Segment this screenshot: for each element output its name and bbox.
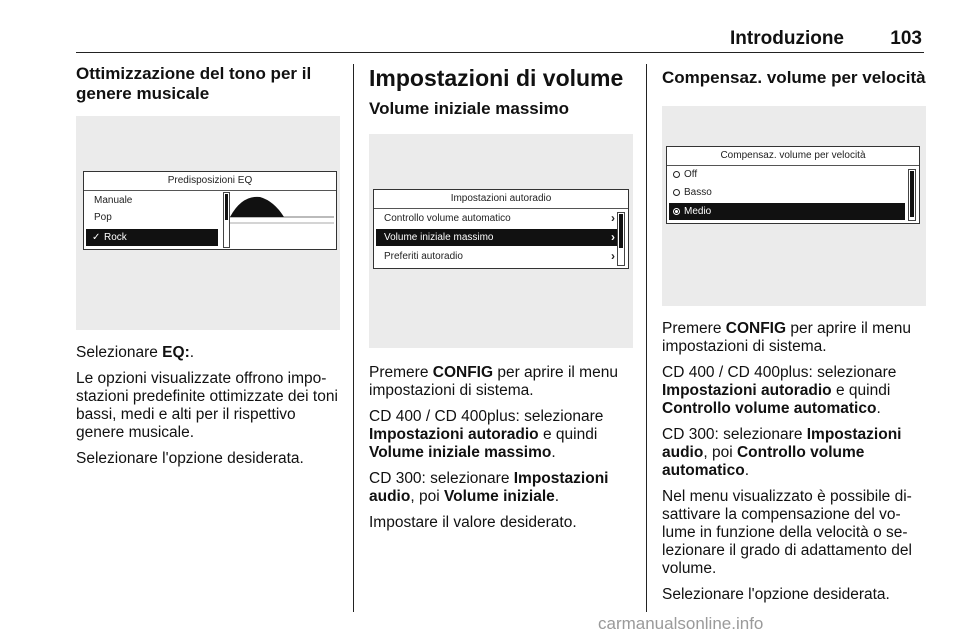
volume-paragraph-1: Premere CONFIG per aprire il menu impostazioni di sistema.: [369, 364, 618, 399]
eq-curve-icon: [230, 191, 334, 247]
page-header: [76, 26, 924, 53]
list-item: Controllo volume automatico ›: [384, 211, 615, 225]
volume-panel: [373, 189, 629, 269]
list-item: Manuale: [94, 195, 133, 206]
speed-volume-paragraph-5: Selezionare l'opzione desiderata.: [662, 586, 890, 603]
eq-screenshot: [76, 116, 340, 330]
speed-volume-paragraph-4: Nel menu visualizzato è possibile di- sattivare la compensazione del vo- lume in funzione della velocità o se- lezionare il grado di adattamento del volume.: [662, 488, 912, 577]
column-volume: [369, 64, 633, 540]
list-item: Basso: [669, 184, 905, 201]
chevron-right-icon: ›: [611, 211, 615, 225]
column-divider: [353, 64, 354, 612]
list-item: Pop: [94, 212, 112, 223]
speed-volume-screenshot: [662, 106, 926, 306]
speed-volume-paragraph-1: Premere CONFIG per aprire il menu impostazioni di sistema.: [662, 320, 911, 355]
volume-paragraph-3: CD 300: selezionare Impostazioni audio, poi Volume iniziale.: [369, 470, 609, 505]
list-item-selected: ✓ Rock: [86, 229, 218, 246]
volume-title: Impostazioni di volume: [369, 65, 624, 91]
speed-volume-panel: [666, 146, 920, 224]
eq-paragraph-2: Le opzioni visualizzate offrono impo- stazioni predefinite ottimizzate dei toni bassi, medi e alti per il rispettivo genere musicale.: [76, 370, 338, 441]
radio-icon: [673, 189, 680, 196]
eq-panel: [83, 171, 337, 250]
speed-volume-panel-title: Compensaz. volume per velocità: [667, 147, 919, 166]
list-item-selected: Medio: [669, 203, 905, 220]
scrollbar: [223, 192, 230, 248]
eq-heading: Ottimizzazione del tono per il genere musicale: [76, 64, 312, 103]
list-item: Off: [669, 166, 905, 183]
chevron-right-icon: ›: [611, 249, 615, 263]
eq-panel-title: Predisposizioni EQ: [84, 172, 336, 191]
speed-volume-paragraph-2: CD 400 / CD 400plus: selezionare Impostazioni autoradio e quindi Controllo volume automatico.: [662, 364, 897, 417]
volume-paragraph-4: Impostare il valore desiderato.: [369, 514, 577, 531]
check-icon: ✓: [92, 232, 101, 243]
column-eq: [76, 64, 340, 476]
scrollbar: [617, 212, 625, 266]
list-item-selected: Volume iniziale massimo ›: [376, 229, 620, 246]
volume-paragraph-2: CD 400 / CD 400plus: selezionare Impostazioni autoradio e quindi Volume iniziale massimo.: [369, 408, 604, 461]
section-title: Introduzione: [730, 28, 844, 49]
volume-subtitle: Volume iniziale massimo: [369, 99, 569, 118]
radio-icon: [673, 171, 680, 178]
radio-selected-icon: [673, 208, 680, 215]
column-divider: [646, 64, 647, 612]
volume-panel-title: Impostazioni autoradio: [374, 190, 628, 209]
volume-screenshot: [369, 134, 633, 348]
list-item: Preferiti autoradio ›: [384, 249, 615, 263]
scrollbar: [908, 169, 916, 221]
chevron-right-icon: ›: [611, 230, 615, 244]
eq-paragraph-1: Selezionare EQ:.: [76, 344, 195, 361]
eq-paragraph-3: Selezionare l'opzione desiderata.: [76, 450, 304, 467]
watermark: carmanualsonline.info: [598, 614, 764, 633]
speed-volume-heading: Compensaz. volume per velocità: [662, 68, 926, 87]
speed-volume-paragraph-3: CD 300: selezionare Impostazioni audio, poi Controllo volume automatico.: [662, 426, 902, 479]
column-speed-volume: [662, 64, 926, 612]
page-number: 103: [890, 28, 922, 49]
